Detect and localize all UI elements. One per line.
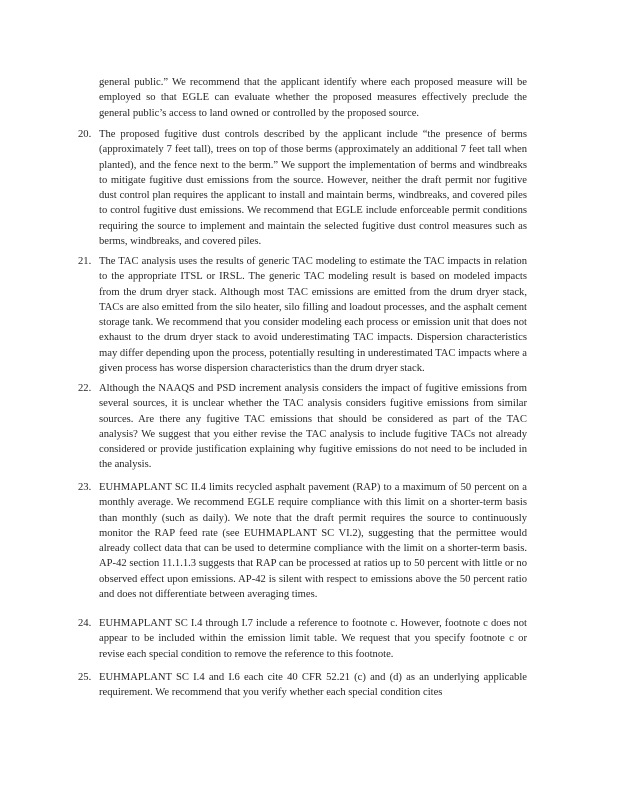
list-item-20	[78, 127, 527, 249]
list-item-25	[78, 670, 527, 701]
item-text: The proposed fugitive dust controls described by the applicant include “the presence of berms (approximately 7 feet tall), trees on top of those berms (approximately an additional 7 feet tall when planted), and the fence next to the berm.” We support the implementation of berms and windbreaks to mitigate fugitive dust emissions from the source. However, neither the draft permit nor fugitive dust control plan requires the applicant to install and maintain berms, windbreaks, and covered piles to control fugitive dust emissions. We recommend that EGLE include enforceable permit conditions requiring the source to implement and maintain the selected fugitive dust control measures such as berms, windbreaks, and covered piles.	[99, 129, 527, 248]
continuation-paragraph: general public.” We recommend that the applicant identify where each proposed measure will be employed so that EGLE can evaluate whether the proposed measures effectively preclude the general public’s access to land owned or controlled by the proposed source.	[99, 77, 527, 119]
item-number: 20.	[78, 129, 92, 140]
item-number: 25.	[78, 672, 92, 683]
list-item-22	[78, 381, 527, 473]
item-number: 21.	[78, 256, 92, 267]
list-item-21	[78, 254, 527, 376]
item-text: The TAC analysis uses the results of generic TAC modeling to estimate the TAC impacts in relation to the appropriate ITSL or IRSL. The generic TAC modeling result is based on modeled impacts from the drum dryer stack. Although most TAC emissions are emitted from the drum dryer stack, TACs are also emitted from the silo heater, silo filling and loadout processes, and the asphalt cement storage tank. We recommend that you consider modeling each process or emission unit that does not exhaust to the drum dryer stack to avoid underestimating TAC impacts. Dispersion characteristics may differ depending upon the process, potentially resulting in underestimated TAC impacts where a given process has worse dispersion characteristics than the drum dryer stack.	[99, 256, 527, 375]
item-number: 24.	[78, 618, 92, 629]
item-number: 23.	[78, 482, 92, 493]
item-number: 22.	[78, 383, 92, 394]
item-text: EUHMAPLANT SC II.4 limits recycled asphalt pavement (RAP) to a maximum of 50 percent on a monthly average. We recommend EGLE require compliance with this limit on a shorter-term basis than monthly (such as daily). We note that the draft permit requires the source to continuously monitor the RAP feed rate (see EUHMAPLANT SC VI.2), suggesting that the permittee would already collect data that can be used to determine compliance with the limit on a shorter-term basis. AP-42 section 11.1.1.3 suggests that RAP can be processed at ratios up to 50 percent with little or no observed effect upon emissions. AP-42 is silent with respect to emissions above the 50 percent ratio and does not differentiate between averaging times.	[99, 482, 527, 601]
list-item-23	[78, 480, 527, 602]
item-text: EUHMAPLANT SC I.4 and I.6 each cite 40 CFR 52.21 (c) and (d) as an underlying applicable requirement. We recommend that you verify whether each special condition cites	[99, 672, 527, 699]
item-text: EUHMAPLANT SC I.4 through I.7 include a reference to footnote c. However, footnote c does not appear to be included within the emission limit table. We request that you specify footnote c or revise each special condition to remove the reference to this footnote.	[99, 618, 527, 660]
item-text: Although the NAAQS and PSD increment analysis considers the impact of fugitive emissions from several sources, it is unclear whether the TAC analysis considers fugitive emissions from similar sources. Are there any fugitive TAC emissions that should be considered as part of the TAC analysis? We suggest that you either revise the TAC analysis to include fugitive TACs not already considered or provide justification explaining why fugitive emissions do not need to be included in the analysis.	[99, 383, 527, 471]
list-item-24	[78, 616, 527, 662]
